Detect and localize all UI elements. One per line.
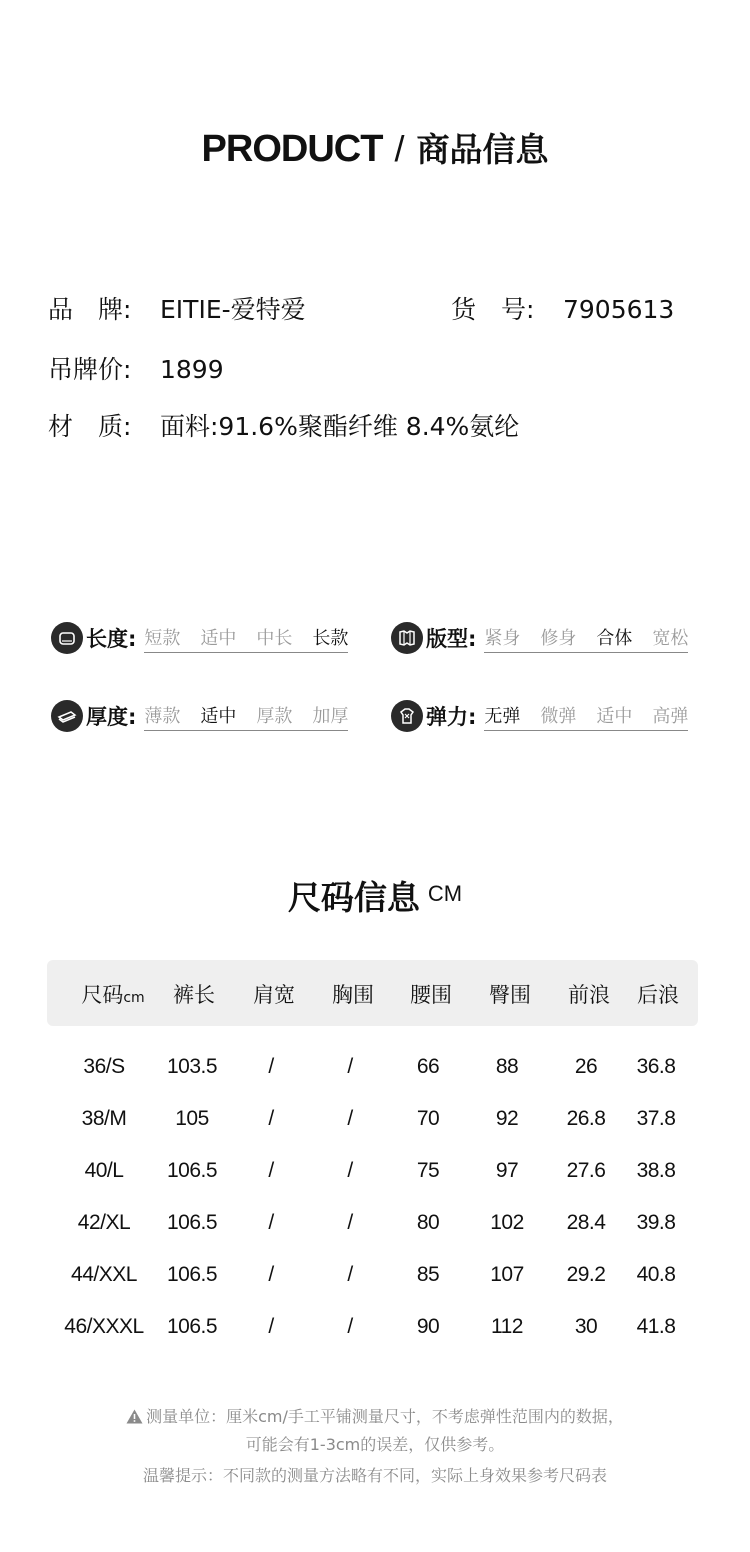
brand-label: 品 牌: bbox=[48, 295, 132, 324]
table-cell: 75 bbox=[416, 1159, 440, 1182]
thickness-icon bbox=[51, 700, 83, 732]
table-cell: 102 bbox=[490, 1211, 524, 1234]
table-cell: 37.8 bbox=[636, 1107, 676, 1130]
product-section-title bbox=[0, 124, 750, 171]
option: 薄款 bbox=[144, 705, 181, 727]
table-cell: / bbox=[347, 1211, 353, 1234]
attr-options bbox=[144, 702, 348, 731]
option-selected: 适中 bbox=[200, 705, 237, 727]
option: 短款 bbox=[144, 627, 181, 649]
table-cell: 97 bbox=[495, 1159, 519, 1182]
sku-value: 7905613 bbox=[563, 295, 675, 324]
warning-icon bbox=[126, 1409, 143, 1424]
table-cell: 106.5 bbox=[166, 1263, 218, 1286]
table-cell: 112 bbox=[491, 1315, 523, 1338]
option: 适中 bbox=[200, 627, 237, 649]
header-cell: 裤长 bbox=[173, 983, 215, 1007]
table-cell: 26.8 bbox=[566, 1107, 606, 1130]
table-cell: 105 bbox=[175, 1107, 209, 1130]
table-cell: 42/XL bbox=[77, 1211, 131, 1234]
table-cell: / bbox=[347, 1263, 353, 1286]
measurement-note bbox=[0, 1404, 750, 1427]
attr-fit bbox=[391, 620, 688, 656]
brand-value: EITIE-爱特爱 bbox=[160, 295, 306, 324]
option: 紧身 bbox=[484, 627, 521, 649]
table-cell: 29.2 bbox=[566, 1263, 606, 1286]
note-line-3: 温馨提示：不同款的测量方法略有不同，实际上身效果参考尺码表 bbox=[142, 1466, 607, 1485]
table-row bbox=[0, 1107, 750, 1137]
table-cell: / bbox=[268, 1315, 274, 1338]
option-selected: 长款 bbox=[312, 627, 349, 649]
attr-label: 版型: bbox=[426, 627, 477, 651]
option: 宽松 bbox=[652, 627, 689, 649]
header-cell: 胸围 bbox=[332, 983, 374, 1007]
size-section-title bbox=[0, 872, 750, 919]
option: 高弹 bbox=[652, 705, 689, 727]
table-cell: / bbox=[268, 1107, 274, 1130]
table-cell: 106.5 bbox=[166, 1315, 218, 1338]
table-cell: 41.8 bbox=[636, 1315, 676, 1338]
table-row bbox=[0, 1263, 750, 1293]
table-cell: 90 bbox=[416, 1315, 440, 1338]
table-cell: 39.8 bbox=[636, 1211, 676, 1234]
option: 加厚 bbox=[312, 705, 349, 727]
fit-icon bbox=[391, 622, 423, 654]
table-cell: 27.6 bbox=[566, 1159, 606, 1182]
table-cell: 38/M bbox=[81, 1107, 127, 1130]
table-cell: 46/XXXL bbox=[64, 1315, 144, 1338]
table-cell: / bbox=[347, 1055, 353, 1078]
table-cell: 44/XXL bbox=[71, 1263, 137, 1286]
attr-length bbox=[51, 620, 348, 656]
table-row bbox=[0, 1055, 750, 1085]
table-cell: 36.8 bbox=[636, 1055, 676, 1078]
price-value: 1899 bbox=[160, 355, 224, 384]
option: 厚款 bbox=[256, 705, 293, 727]
table-cell: 26 bbox=[574, 1055, 598, 1078]
option: 微弹 bbox=[540, 705, 577, 727]
table-cell: 92 bbox=[495, 1107, 519, 1130]
table-cell: / bbox=[268, 1055, 274, 1078]
table-cell: 66 bbox=[416, 1055, 440, 1078]
attr-elasticity bbox=[391, 698, 688, 734]
header-cell: 臀围 bbox=[489, 983, 531, 1007]
table-cell: / bbox=[268, 1159, 274, 1182]
table-cell: 106.5 bbox=[166, 1159, 218, 1182]
table-cell: 70 bbox=[416, 1107, 440, 1130]
length-icon bbox=[51, 622, 83, 654]
elasticity-icon bbox=[391, 700, 423, 732]
price-row bbox=[48, 353, 224, 387]
size-table-header bbox=[47, 960, 698, 1026]
attr-label: 厚度: bbox=[86, 705, 137, 729]
table-cell: 80 bbox=[416, 1211, 440, 1234]
table-cell: 40.8 bbox=[636, 1263, 676, 1286]
material-row bbox=[48, 410, 519, 444]
sku-label: 货 号: bbox=[451, 295, 535, 324]
table-cell: 38.8 bbox=[636, 1159, 676, 1182]
table-cell: / bbox=[268, 1263, 274, 1286]
table-cell: 106.5 bbox=[166, 1211, 218, 1234]
header-cell: 前浪 bbox=[568, 983, 610, 1007]
size-title-unit: CM bbox=[427, 881, 463, 906]
title-cn: 商品信息 bbox=[416, 130, 549, 169]
header-size-unit: cm bbox=[123, 990, 145, 1006]
table-cell: / bbox=[347, 1159, 353, 1182]
material-value: 面料:91.6%聚酯纤维 8.4%氨纶 bbox=[160, 412, 520, 441]
table-cell: / bbox=[268, 1211, 274, 1234]
table-row bbox=[0, 1159, 750, 1189]
material-label: 材 质: bbox=[48, 412, 132, 441]
title-en: PRODUCT bbox=[201, 128, 383, 170]
title-separator: / bbox=[394, 128, 405, 169]
table-cell: / bbox=[347, 1107, 353, 1130]
size-title-text: 尺码信息 bbox=[287, 878, 420, 917]
table-cell: 107 bbox=[490, 1263, 524, 1286]
option: 中长 bbox=[256, 627, 293, 649]
table-cell: 103.5 bbox=[166, 1055, 218, 1078]
table-cell: / bbox=[347, 1315, 353, 1338]
table-cell: 40/L bbox=[84, 1159, 124, 1182]
table-cell: 88 bbox=[495, 1055, 519, 1078]
note-line-2: 可能会有1-3cm的误差，仅供参考。 bbox=[245, 1435, 505, 1454]
note-line-1: 测量单位：厘米cm/手工平铺测量尺寸，不考虑弹性范围内的数据， bbox=[146, 1407, 624, 1426]
table-cell: 85 bbox=[416, 1263, 440, 1286]
attr-options bbox=[484, 624, 688, 653]
header-cell: 腰围 bbox=[410, 983, 452, 1007]
attr-label: 弹力: bbox=[426, 705, 477, 729]
table-cell: 36/S bbox=[83, 1055, 125, 1078]
header-cell: 后浪 bbox=[637, 983, 679, 1007]
table-cell: 30 bbox=[574, 1315, 598, 1338]
header-cell: 肩宽 bbox=[253, 983, 295, 1007]
table-cell: 28.4 bbox=[566, 1211, 606, 1234]
attr-label: 长度: bbox=[86, 627, 137, 651]
option-selected: 合体 bbox=[596, 627, 633, 649]
table-row bbox=[0, 1211, 750, 1241]
table-row bbox=[0, 1315, 750, 1345]
price-label: 吊牌价: bbox=[48, 355, 132, 384]
attr-options bbox=[144, 624, 348, 653]
option-selected: 无弹 bbox=[484, 705, 521, 727]
attr-thickness bbox=[51, 698, 348, 734]
brand-row bbox=[48, 293, 306, 327]
sku-row bbox=[451, 293, 674, 327]
attr-options bbox=[484, 702, 688, 731]
header-size: 尺码cm bbox=[81, 983, 145, 1007]
option: 修身 bbox=[540, 627, 577, 649]
option: 适中 bbox=[596, 705, 633, 727]
